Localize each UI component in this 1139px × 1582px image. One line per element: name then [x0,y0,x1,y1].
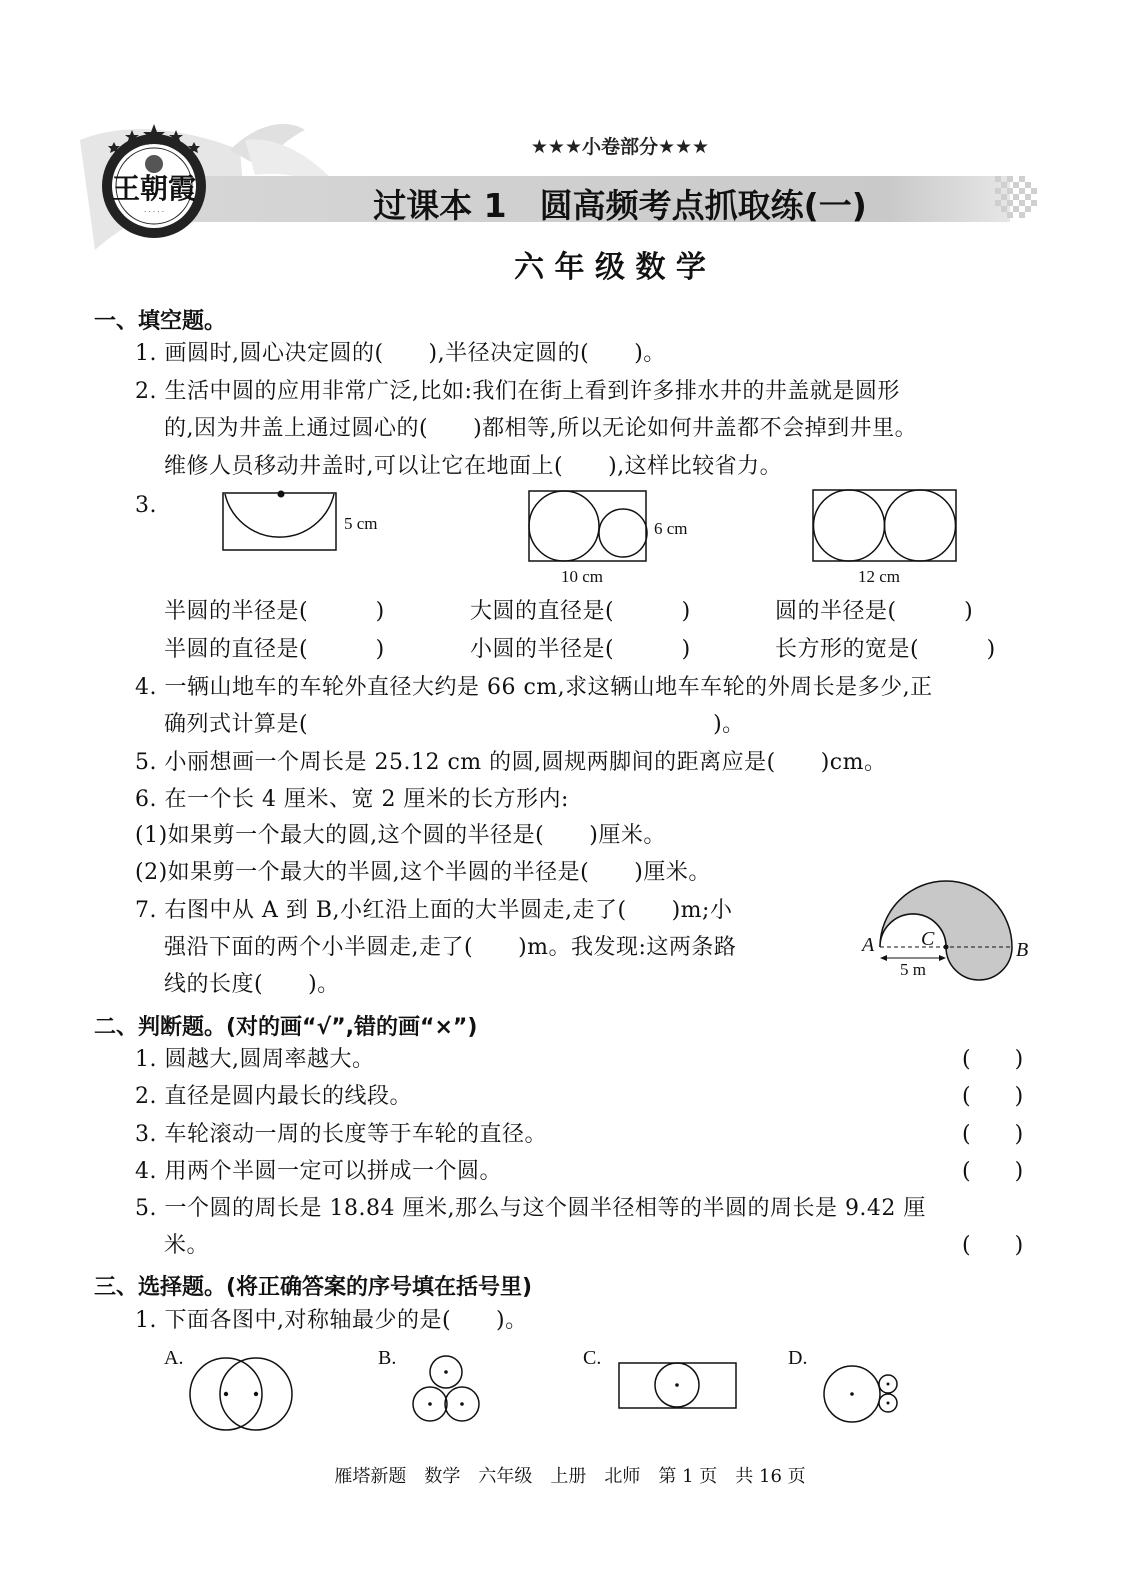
section-fill-heading: 一、填空题。 [94,309,227,334]
choice-option-B-label[interactable]: B. [378,1347,397,1369]
figure-semicircle-paths [860,880,1040,990]
banner-small-label: ★★★小卷部分★★★ [530,136,710,158]
fill-q2-line3: 维修人员移动井盖时,可以让它在地面上( ),这样比较省力。 [164,454,783,479]
judge-q4: 4. 用两个半圆一定可以拼成一个圆。 [135,1159,502,1184]
section-choice-heading: 三、选择题。(将正确答案的序号填在括号里) [94,1275,533,1300]
fig7-point-B: B [1016,939,1029,961]
choice-option-A-label[interactable]: A. [164,1347,184,1369]
figure-semicircle-in-rectangle [220,488,340,554]
fill-q7-line1: 7. 右图中从 A 到 B,小红沿上面的大半圆走,走了( )m;小 [135,898,733,923]
fill-q5: 5. 小丽想画一个周长是 25.12 cm 的圆,圆规两脚间的距离应是( )cm。 [135,750,887,775]
judge-q5-line1: 5. 一个圆的周长是 18.84 厘米,那么与这个圆半径相等的半圆的周长是 9.42 厘 [135,1196,926,1221]
choice-option-C-label[interactable]: C. [583,1347,602,1369]
fill-q6: 6. 在一个长 4 厘米、宽 2 厘米的长方形内: [135,787,569,812]
fill-q3-number: 3. [135,493,157,518]
choice-q1: 1. 下面各图中,对称轴最少的是( )。 [135,1308,528,1333]
choice-option-D-label[interactable]: D. [788,1347,808,1369]
svg-text:· · · · ·: · · · · · [143,208,165,216]
fill-q7-line2: 强沿下面的两个小半圆走,走了( )m。我发现:这两条路 [164,935,737,960]
fill-q6-part1: (1)如果剪一个最大的圆,这个圆的半径是( )厘米。 [135,823,666,848]
option-A-overlapping-circles [186,1352,298,1436]
judge-q5-line2: 米。 [164,1233,210,1258]
fill-q4-line2: 确列式计算是( )。 [164,712,745,737]
q3-semicircle-diameter: 半圆的直径是( ) [164,637,385,662]
page-title: 过课本 1 圆高频考点抓取练(一) [373,186,867,225]
fig3-width-label: 12 cm [858,567,901,586]
page-footer: 雁塔新题 数学 六年级 上册 北师 第 1 页 共 16 页 [334,1466,806,1487]
fill-q2-line2: 的,因为井盖上通过圆心的( )都相等,所以无论如何井盖都不会掉到井里。 [164,416,918,441]
fig7-point-C: C [921,928,935,950]
q3-big-circle-diameter: 大圆的直径是( ) [470,599,691,624]
q3-semicircle-radius: 半圆的半径是( ) [164,599,385,624]
section-judge-heading: 二、判断题。(对的画“√”,错的画“×”) [94,1015,478,1040]
judge-q2-answer-bracket[interactable]: ( ) [962,1084,1024,1109]
checker-decoration [995,172,1043,226]
option-D-circles [820,1362,904,1426]
judge-q5-answer-bracket[interactable]: ( ) [962,1233,1024,1258]
judge-q1-answer-bracket[interactable]: ( ) [962,1047,1024,1072]
fill-q6-part2: (2)如果剪一个最大的半圆,这个半圆的半径是( )厘米。 [135,860,711,885]
fill-q7-line3: 线的长度( )。 [164,972,340,997]
fig7-point-A: A [862,934,875,956]
logo-text: 王朝霞 [111,172,197,205]
q3-small-circle-radius: 小圆的半径是( ) [470,637,691,662]
fig1-height-label: 5 cm [344,514,378,533]
fig7-length-label: 5 m [900,960,926,979]
q3-rectangle-width: 长方形的宽是( ) [775,637,996,662]
judge-q3: 3. 车轮滚动一周的长度等于车轮的直径。 [135,1122,547,1147]
page-subtitle: 六 年 级 数 学 [514,250,706,285]
judge-q4-answer-bracket[interactable]: ( ) [962,1159,1024,1184]
fill-q1: 1. 画圆时,圆心决定圆的( ),半径决定圆的( )。 [135,341,666,366]
q3-circle-radius: 圆的半径是( ) [775,599,974,624]
judge-q2: 2. 直径是圆内最长的线段。 [135,1084,412,1109]
fig2-height-label: 6 cm [654,519,688,538]
judge-q1: 1. 圆越大,圆周率越大。 [135,1047,375,1072]
figure-two-circles-in-rectangle [526,488,650,566]
judge-q3-answer-bracket[interactable]: ( ) [962,1122,1024,1147]
fill-q4-line1: 4. 一辆山地车的车轮外直径大约是 66 cm,求这辆山地车车轮的外周长是多少,正 [135,675,933,700]
option-C-circle-in-rectangle [616,1360,740,1412]
fill-q2-line1: 2. 生活中圆的应用非常广泛,比如:我们在街上看到许多排水井的井盖就是圆形 [135,379,900,404]
logo-seal [96,122,212,242]
option-B-three-circles [404,1352,488,1428]
figure-equal-circles-in-rectangle [810,487,960,565]
fig2-width-label: 10 cm [561,567,604,586]
